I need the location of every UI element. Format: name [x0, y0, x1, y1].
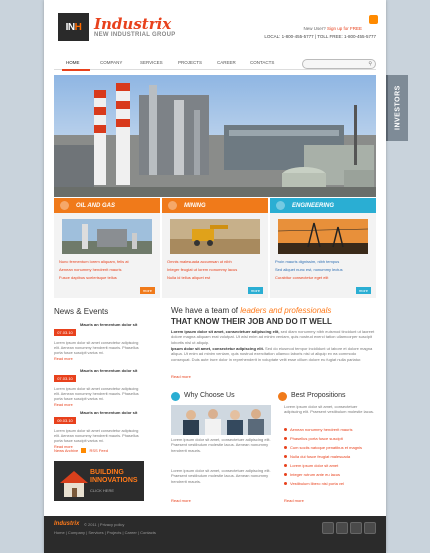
logo-mark-b: H [74, 21, 82, 33]
social-icon-3[interactable] [350, 522, 362, 534]
feature-title: ENGINEERING [292, 202, 335, 209]
best-title: Best Propositions [291, 392, 346, 399]
news-read-more[interactable]: Read more [54, 357, 73, 361]
intro-p1-text: sed diam nonummy nibh euismod tincidunt ut laoreet dolore magna aliquam erat volutpat. Ut wisi enim ad minim veniam, quis nostrud exerci tation ullamcorper suscipit lobortis nisl ut aliquip. [171, 329, 375, 345]
nav-company[interactable]: COMPANY [100, 60, 123, 65]
best-item[interactable]: Cum sociis natoque penatibus et magnis [290, 445, 363, 450]
feature-link[interactable]: Integer feugiat ut lorem nonummy lacus [167, 267, 238, 272]
feature-header[interactable] [270, 198, 376, 213]
news-archive-link[interactable]: News Archive [54, 448, 79, 453]
brand-subtitle: NEW INDUSTRIAL GROUP [94, 32, 176, 38]
intro-read-more[interactable]: Read more [171, 374, 191, 379]
feature-header[interactable] [54, 198, 160, 213]
team-heading-a: We have a team of [171, 306, 241, 315]
news-archive-row [54, 448, 108, 453]
logo-mark[interactable] [58, 13, 89, 41]
news-item [54, 409, 144, 449]
news-title: News & Events [54, 307, 109, 316]
feature-link[interactable]: Fusce dapibus scelerisque tellus [59, 275, 117, 280]
feature-link[interactable]: Aenean nonummy hendrerit mauris [59, 267, 122, 272]
best-item[interactable]: Aenean nonummy hendrerit mauris [290, 427, 353, 432]
feature-link[interactable]: Curabitur consectetur eget elit [275, 275, 329, 280]
intro-paragraph-2 [171, 346, 376, 362]
best-item[interactable]: Integer rutrum ante eu lacus [290, 472, 341, 477]
banner-line1: BUILDING [90, 469, 124, 476]
social-icon-1[interactable] [322, 522, 334, 534]
news-item [54, 367, 144, 407]
nav-services[interactable]: SERVICES [140, 60, 163, 65]
brand-name[interactable]: Industrix [94, 15, 172, 33]
news-date: 09.03.10 [54, 417, 76, 424]
news-item [54, 321, 144, 361]
best-item[interactable]: Lorem ipsum dolor sit amet [290, 463, 339, 468]
more-button[interactable]: more [140, 287, 155, 294]
news-headline[interactable]: Mauris an fermentum dolor sit [80, 322, 138, 327]
intro-p2-text: Sed do eiusmod tempor incididunt ut labore et dolore magna aliqua. Ut enim ad minim veniam, quis nostrud exercitation ullamco laboris nisi ut aliquip ex ea commodo consequat. Duis aute irure dolor in reprehenderit in voluptate velit esse cillum dolore eu fugiat nulla pariatur. [171, 346, 373, 362]
search-icon[interactable]: ⚲ [368, 61, 372, 67]
intro-p1-bold: Lorem ipsum dolor sit amet, consectetuer adipiscing elit, [171, 329, 280, 334]
social-icon-2[interactable] [336, 522, 348, 534]
rss-feed-link[interactable]: RSS Feed [89, 448, 108, 453]
best-item[interactable]: Phasellus porta fusce suscipit [290, 436, 343, 441]
feature-link[interactable]: Nulla id tellus aliquet est [167, 275, 211, 280]
house-icon [56, 461, 92, 501]
page [44, 0, 386, 553]
news-headline[interactable]: Mauris an fermentum dolor sit [80, 368, 138, 373]
news-date: 07.03.10 [54, 329, 76, 336]
team-heading-b: leaders and professionals [240, 306, 332, 315]
hero-image [54, 75, 376, 197]
nav-contacts[interactable]: CONTACTS [250, 60, 275, 65]
footer-brand[interactable]: Industrix [54, 521, 80, 527]
more-button[interactable]: more [356, 287, 371, 294]
feature-title: MINING [184, 202, 206, 209]
news-text: Lorem ipsum dolor sit amet consectetur adipiscing elit. Aenean nonummy hendrerit mauris. Phasellus porta fusce suscipit varius mi. [54, 387, 139, 401]
signup-link[interactable]: Sign up for FREE [326, 26, 362, 31]
feature-title: OIL AND GAS [76, 202, 116, 209]
phone-numbers: LOCAL: 1-800-455-5777 | TOLL FREE: 1-800-455-5777 [264, 34, 376, 39]
feature-link[interactable]: Nunc fermentum lorem aliquam, felis at [59, 259, 129, 264]
banner-line2: INNOVATIONS [90, 477, 138, 484]
new-user-text [303, 26, 362, 31]
feature-link[interactable]: Sed aliquet nunc est, nonummy lectus [275, 267, 343, 272]
team-subheading: THAT KNOW THEIR JOB AND DO IT WELL [171, 317, 332, 326]
building-innovations-banner[interactable] [54, 461, 144, 501]
best-intro: Lorem ipsum dolor sit amet, consectetuer adipiscing elit. Praesent vestibulum molestie lacus. [284, 404, 375, 415]
why-icon [171, 392, 180, 401]
logo-mark-a: IN [65, 21, 75, 33]
banner-cta[interactable]: CLICK HERE [90, 488, 115, 493]
nav-active-indicator [62, 69, 90, 71]
social-icon-4[interactable] [364, 522, 376, 534]
nav-home[interactable]: HOME [66, 60, 80, 65]
news-text: Lorem ipsum dolor sit amet consectetur adipiscing elit. Aenean nonummy hendrerit mauris. Phasellus porta fusce suscipit varius mi. [54, 429, 139, 443]
investors-side-tab[interactable]: INVESTORS [388, 75, 408, 141]
why-read-more[interactable]: Read more [171, 498, 191, 503]
best-item[interactable]: Vestibulum libero nisl porta vel [290, 481, 345, 486]
team-photo [171, 405, 271, 435]
footer [44, 516, 386, 553]
oil-gas-icon [60, 201, 69, 210]
new-user-label: New User? [303, 26, 326, 31]
news-read-more[interactable]: Read more [54, 445, 73, 449]
nav-projects[interactable]: PROJECTS [178, 60, 203, 65]
best-item[interactable]: Nulla dui fusce feugiat malesuada [290, 454, 351, 459]
footer-links[interactable]: Home | Company | Services | Projects | Career | Contacts [54, 530, 156, 535]
news-read-more[interactable]: Read more [54, 403, 73, 407]
footer-copyright: © 2011 | Privacy policy [84, 522, 125, 527]
best-icon [278, 392, 287, 401]
feature-header[interactable] [162, 198, 268, 213]
news-date: 07.03.10 [54, 375, 76, 382]
team-heading [171, 306, 331, 315]
more-button[interactable]: more [248, 287, 263, 294]
oil-gas-image [62, 219, 152, 254]
rss-icon[interactable] [369, 15, 378, 24]
feature-oil-gas [54, 198, 160, 298]
search-input[interactable] [302, 59, 376, 69]
intro-paragraph-1 [171, 329, 376, 345]
news-headline[interactable]: Mauris an fermentum dolor sit [80, 410, 138, 415]
mining-image [170, 219, 260, 254]
feature-mining [162, 198, 268, 298]
intro-p2-bold: Ipsum dolor sit amet, consectetur adipiscing elit. [171, 346, 264, 351]
feature-link[interactable]: Omnis malesuada accumsan ut nibh [167, 259, 232, 264]
engineering-icon [276, 201, 285, 210]
why-title: Why Choose Us [184, 392, 235, 399]
why-text-2: Lorem ipsum dolor sit amet, consectetuer adipiscing elit. Praesent vestibulum molestie lacus. Aenean nonummy hendrerit mauris. [171, 468, 271, 484]
engineering-image [278, 219, 368, 254]
feature-link[interactable]: Proin mauris dignissim, nibh tempus [275, 259, 340, 264]
nav-career[interactable]: CAREER [217, 60, 236, 65]
feature-engineering [270, 198, 376, 298]
news-text: Lorem ipsum dolor sit amet consectetur adipiscing elit. Aenean nonummy hendrerit mauris. Phasellus porta fusce suscipit varius mi. [54, 341, 139, 355]
best-read-more[interactable]: Read more [284, 498, 304, 503]
why-text-1: Lorem ipsum dolor sit amet, consectetuer adipiscing elit. Praesent vestibulum molestie lacus. Aenean nonummy hendrerit mauris. [171, 437, 271, 453]
mining-icon [168, 201, 177, 210]
rss-icon[interactable] [81, 448, 86, 453]
